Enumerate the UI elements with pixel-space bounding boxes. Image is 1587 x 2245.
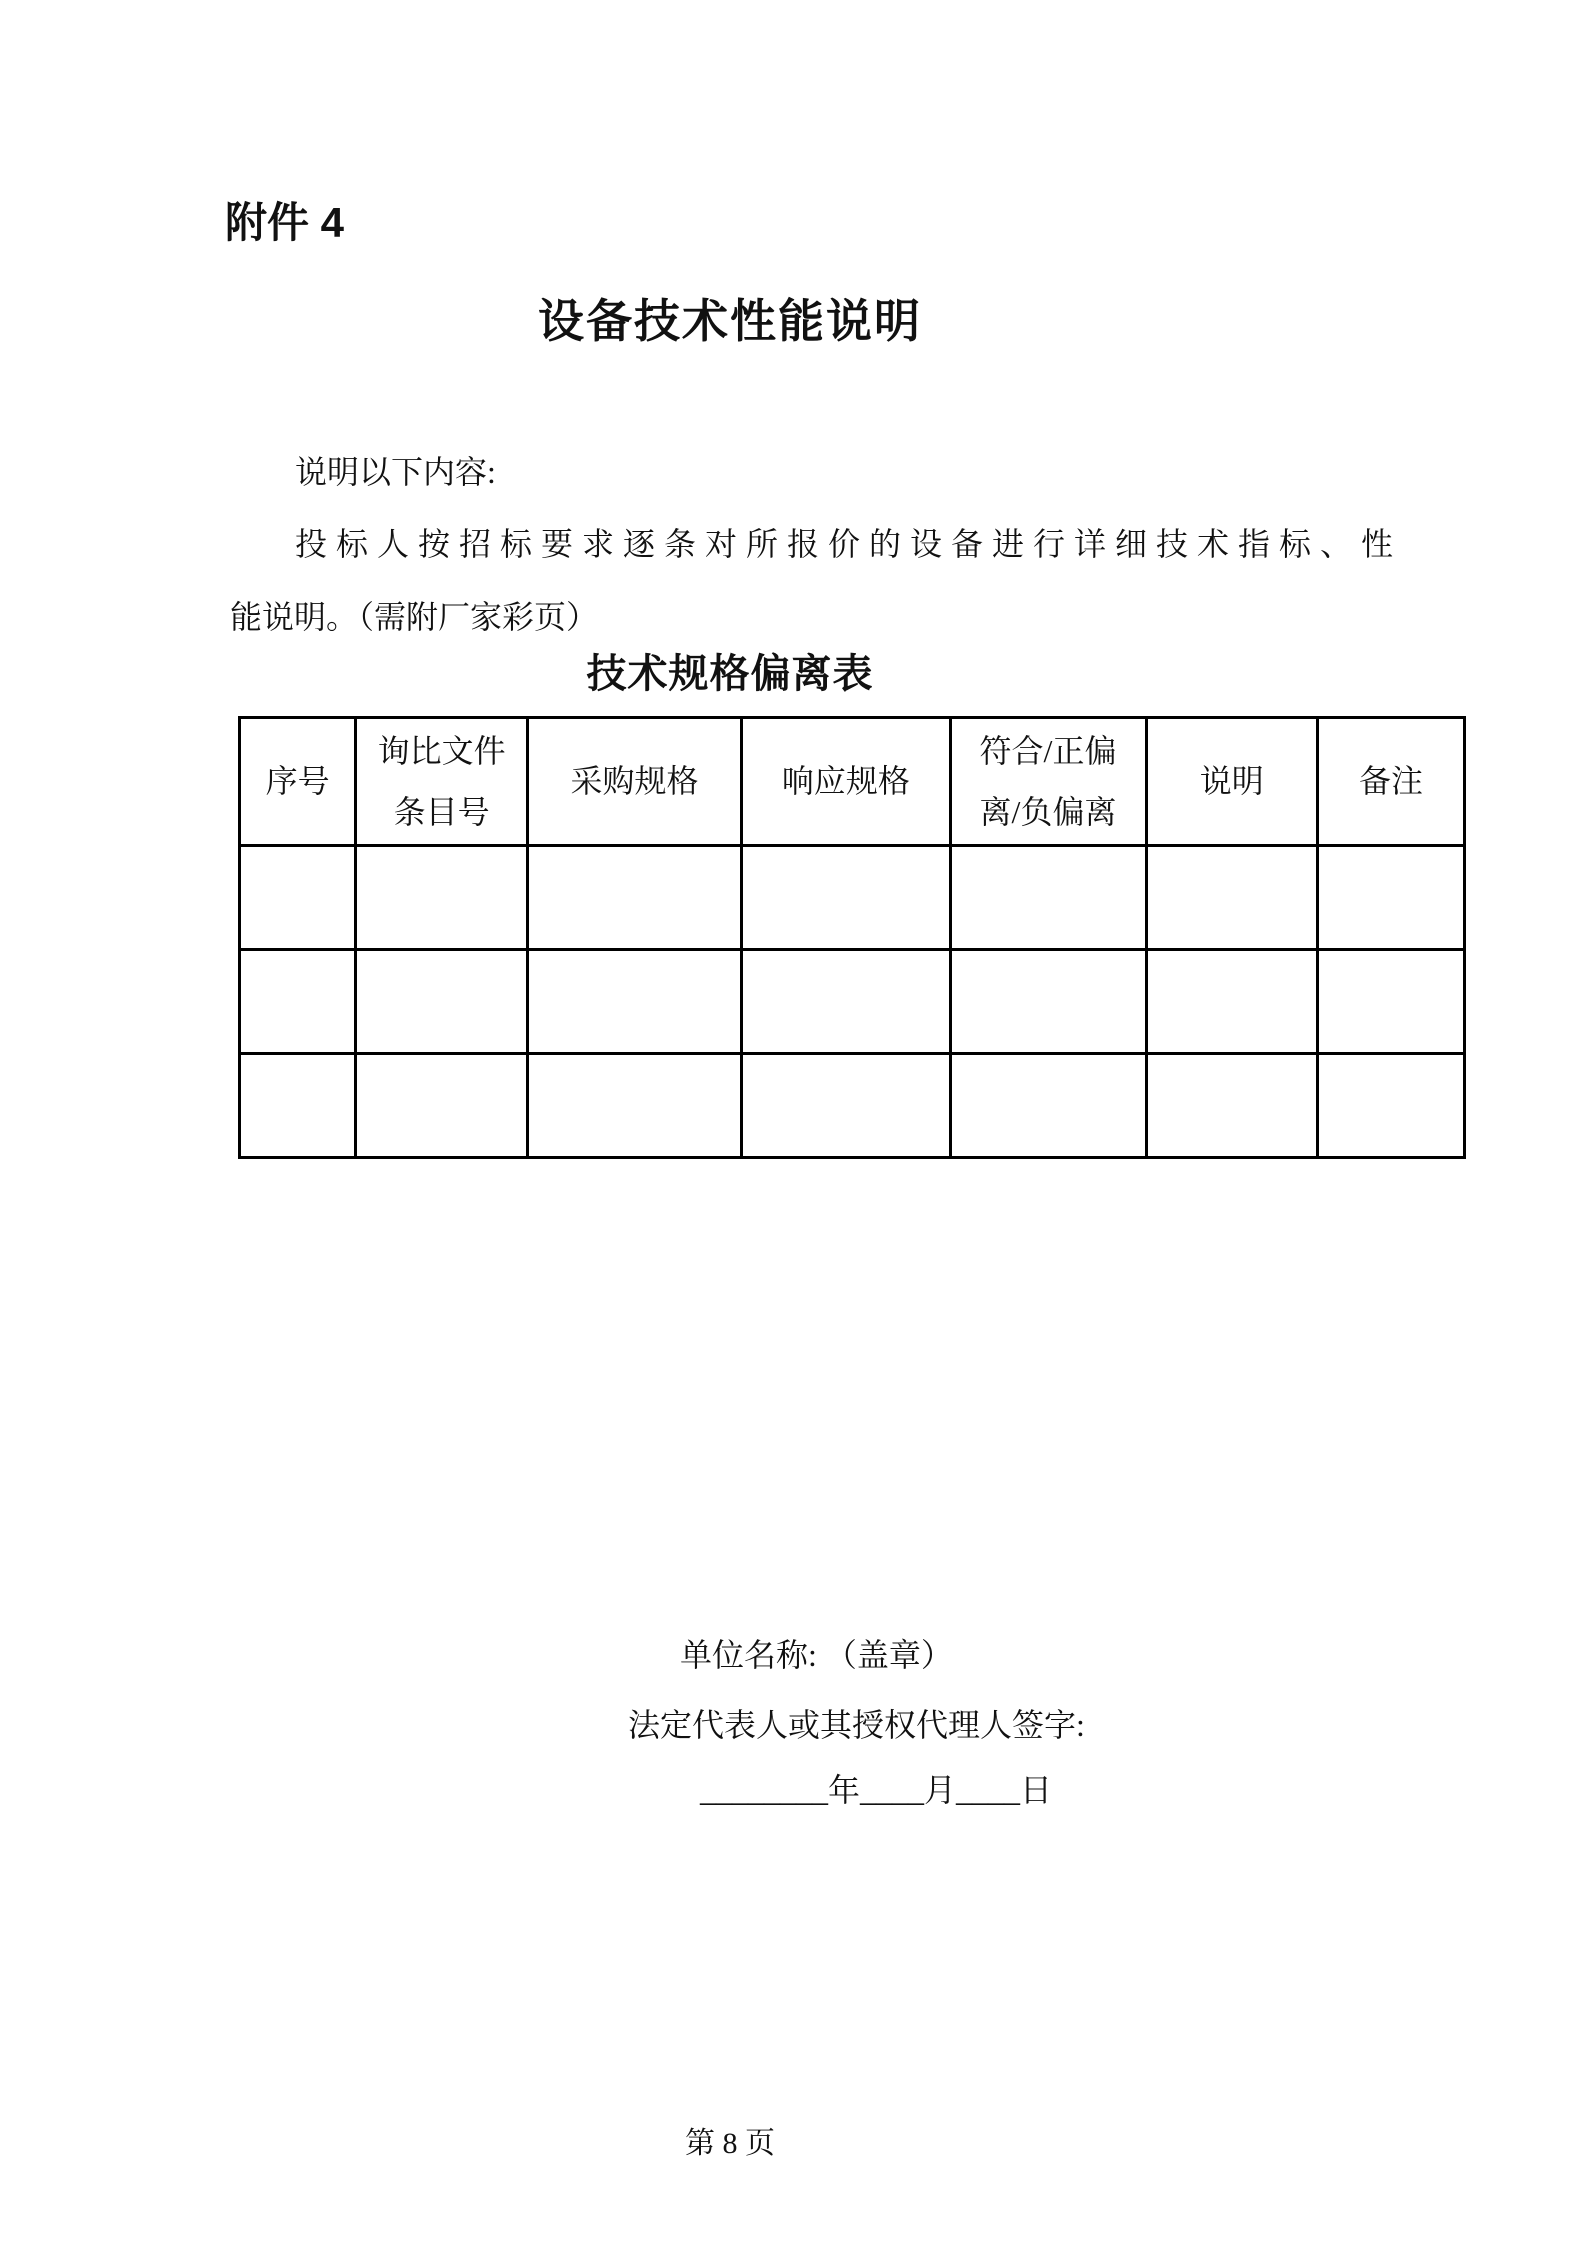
empty-cell	[356, 846, 528, 950]
table-row	[240, 1054, 1465, 1158]
signature-unit-name-line: 单位名称: （盖章）	[680, 1637, 953, 1673]
table-caption: 技术规格偏离表	[586, 651, 874, 696]
signature-representative-line: 法定代表人或其授权代理人签字:	[628, 1707, 1085, 1743]
empty-cell	[240, 846, 356, 950]
empty-cell	[356, 1054, 528, 1158]
deviation-table-head-row	[240, 718, 1465, 846]
empty-cell	[1146, 1054, 1318, 1158]
empty-cell	[1318, 950, 1465, 1054]
empty-cell	[950, 950, 1146, 1054]
document-title: 设备技术性能说明	[538, 295, 922, 347]
column-header: 说明	[1146, 718, 1318, 846]
empty-cell	[240, 950, 356, 1054]
column-header: 备注	[1318, 718, 1465, 846]
deviation-table	[238, 716, 1466, 1159]
signature-date-line: ________年____月____日	[700, 1772, 1053, 1808]
empty-cell	[1146, 846, 1318, 950]
body-paragraph-line-2: 能说明。（需附厂家彩页）	[230, 599, 599, 635]
intro-heading: 说明以下内容:	[295, 454, 496, 490]
empty-cell	[527, 1054, 741, 1158]
table-row	[240, 846, 1465, 950]
column-header: 序号	[240, 718, 356, 846]
column-header: 询比文件条目号	[356, 718, 528, 846]
column-header: 符合/正偏离/负偏离	[950, 718, 1146, 846]
empty-cell	[742, 846, 950, 950]
empty-cell	[527, 846, 741, 950]
empty-cell	[742, 1054, 950, 1158]
empty-cell	[950, 1054, 1146, 1158]
deviation-table-body	[240, 846, 1465, 1158]
empty-cell	[1318, 846, 1465, 950]
empty-cell	[356, 950, 528, 1054]
empty-cell	[1146, 950, 1318, 1054]
empty-cell	[1318, 1054, 1465, 1158]
column-header: 响应规格	[742, 718, 950, 846]
empty-cell	[527, 950, 741, 1054]
column-header: 采购规格	[527, 718, 741, 846]
attachment-label: 附件 4	[225, 199, 345, 246]
empty-cell	[742, 950, 950, 1054]
empty-cell	[950, 846, 1146, 950]
empty-cell	[240, 1054, 356, 1158]
body-paragraph-line-1: 投标人按招标要求逐条对所报价的设备进行详细技术指标、性	[295, 526, 1403, 562]
page-number: 第 8 页	[685, 2127, 775, 2160]
table-row	[240, 950, 1465, 1054]
